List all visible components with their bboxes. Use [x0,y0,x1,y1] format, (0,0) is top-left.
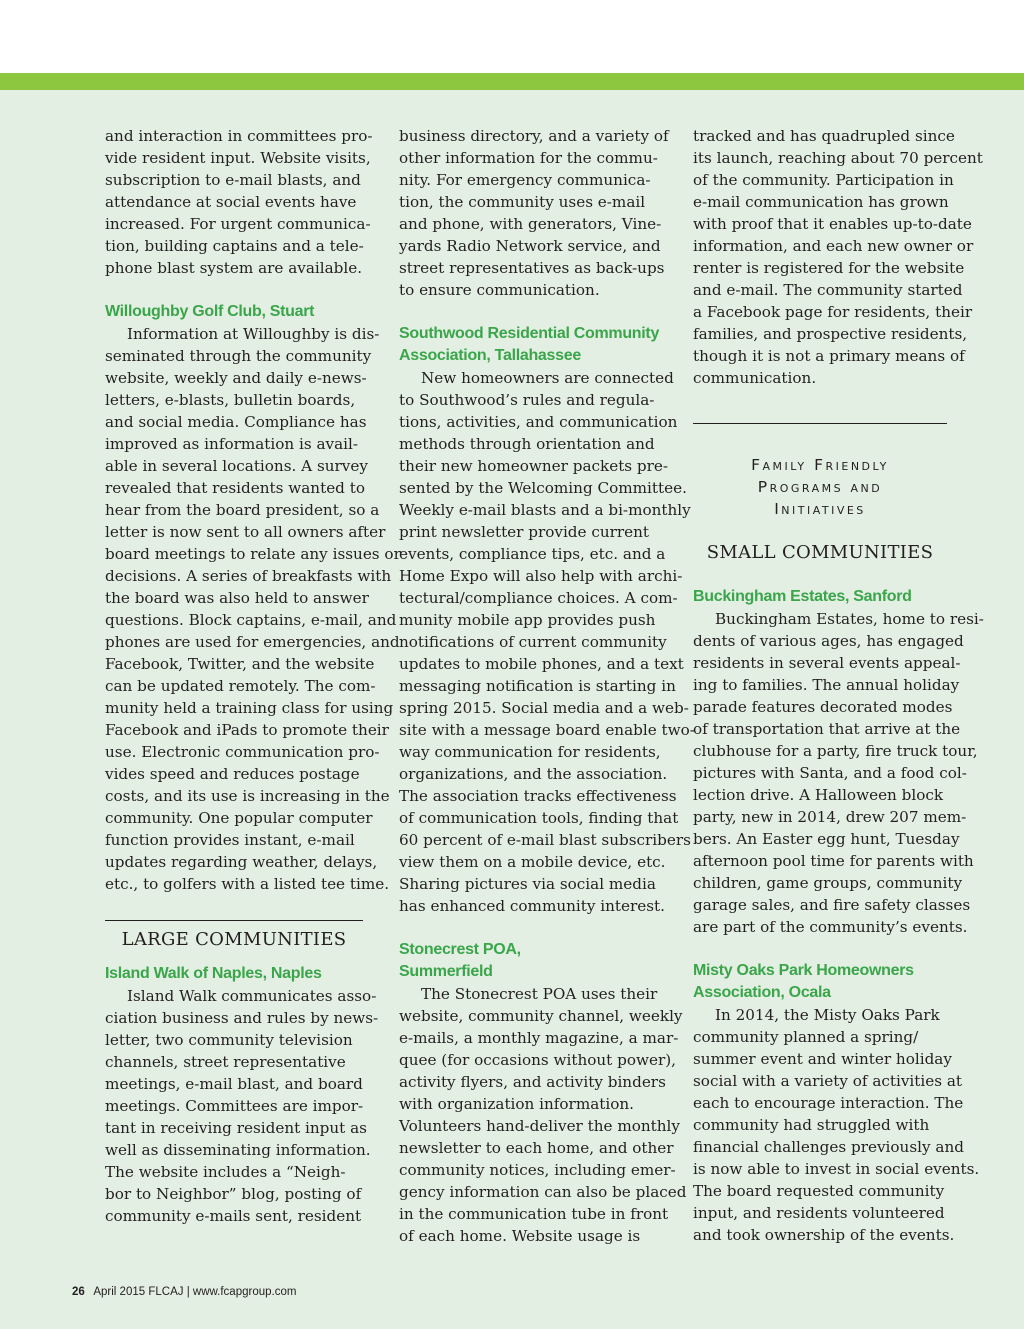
text-line: children, game groups, community [693,874,963,892]
text-line: summer event and winter holiday [693,1050,952,1068]
text-line: input, and residents volunteered [693,1204,945,1222]
page-number: 26 [72,1286,85,1298]
text-line: community had struggled with [693,1116,930,1134]
text-line: attendance at social events have [105,193,357,211]
text-line: quee (for occasions without power), [399,1051,676,1069]
text-line: site with a message board enable two- [399,721,695,739]
text-line: is now able to invest in social events. [693,1160,980,1178]
section-title-stonecrest-line1: Stonecrest POA, [399,941,521,958]
text-line: website, community channel, weekly [399,1007,683,1025]
column-1 [105,125,401,1227]
text-line: phone blast system are available. [105,259,363,277]
text-line: organizations, and the association. [399,765,668,783]
text-line: party, new in 2014, drew 207 mem- [693,808,967,826]
island-walk-paragraph [105,985,379,1227]
text-line: newsletter to each home, and other [399,1139,674,1157]
text-line: and phone, with generators, Vine- [399,215,662,233]
text-line: social with a variety of activities at [693,1072,963,1090]
text-line: tant in receiving resident input as [105,1119,367,1137]
column-2 [399,125,695,1247]
text-line: bers. An Easter egg hunt, Tuesday [693,830,960,848]
text-line: improved as information is avail- [105,435,359,453]
text-line: Buckingham Estates, home to resi- [715,610,984,628]
text-line: has enhanced community interest. [399,897,665,915]
section-title-willoughby: Willoughby Golf Club, Stuart [105,303,315,320]
text-line: notifications of current community [399,633,667,651]
willoughby-paragraph [105,323,401,895]
text-line: afternoon pool time for parents with [693,852,974,870]
text-line: subscription to e-mail blasts, and [105,171,361,189]
text-line: The association tracks effectiveness [399,787,677,805]
text-line: clubhouse for a party, fire truck tour, [693,742,978,760]
text-line: information, and each new owner or [693,237,974,255]
text-line: Island Walk communicates asso- [127,987,377,1005]
page-footer [72,1286,296,1298]
text-line: vides speed and reduces postage [105,765,360,783]
continued-paragraph [399,125,669,301]
text-line: tion, the community uses e-mail [399,193,646,211]
text-line: Information at Willoughby is dis- [127,325,380,343]
text-line: In 2014, the Misty Oaks Park [715,1006,940,1024]
text-line: well as disseminating information. [105,1141,371,1159]
text-line: questions. Block captains, e-mail, and [105,611,397,629]
text-line: and interaction in committees pro- [105,127,373,145]
text-line: parade features decorated modes [693,698,953,716]
text-line: tions, activities, and communication [399,413,678,431]
issue-label: April 2015 FLCAJ [93,1286,184,1298]
stonecrest-paragraph [399,983,687,1247]
text-line: community. One popular computer [105,809,373,827]
text-line: tion, building captains and a tele- [105,237,364,255]
text-line: residents in several events appeal- [693,654,961,672]
text-line: view them on a mobile device, etc. [399,853,666,871]
text-line: tectural/compliance choices. A com- [399,589,678,607]
text-line: etc., to golfers with a listed tee time. [105,875,390,893]
text-line: Sharing pictures via social media [399,875,656,893]
text-line: and took ownership of the events. [693,1226,955,1244]
text-line: can be updated remotely. The com- [105,677,376,695]
section-title-southwood-line1: Southwood Residential Community [399,325,660,342]
header-color-band [0,73,1024,90]
small-communities-heading: SMALL COMMUNITIES [706,542,934,563]
family-friendly-heading-line3: Initiatives [774,500,866,518]
southwood-paragraph [399,367,695,917]
text-line: letter, two community television [105,1031,353,1049]
text-line: costs, and its use is increasing in the [105,787,390,805]
website-link[interactable]: www.fcapgroup.com [192,1286,297,1298]
text-line: their new homeowner packets pre- [399,457,669,475]
page-top-margin [0,0,1024,73]
text-line: dents of various ages, has engaged [693,632,964,650]
text-line: the board was also held to answer [105,589,369,607]
section-title-misty-oaks-line2: Association, Ocala [693,984,831,1001]
text-line: its launch, reaching about 70 percent [693,149,983,167]
text-line: community notices, including emer- [399,1161,676,1179]
text-line: board meetings to relate any issues or [105,545,401,563]
text-line: print newsletter provide current [399,523,650,541]
section-title-stonecrest-line2: Summerfield [399,963,493,980]
text-line: business directory, and a variety of [399,127,669,145]
text-line: spring 2015. Social media and a web- [399,699,689,717]
text-line: pictures with Santa, and a food col- [693,764,967,782]
text-line: Weekly e-mail blasts and a bi-monthly [399,501,691,519]
section-title-southwood-line2: Association, Tallahassee [399,347,581,364]
family-friendly-heading-line2: Programs and [757,478,883,496]
text-line: renter is registered for the website [693,259,965,277]
text-line: nity. For emergency communica- [399,171,651,189]
text-line: other information for the commu- [399,149,658,167]
buckingham-paragraph [693,608,984,938]
text-line: letters, e-blasts, bulletin boards, [105,391,356,409]
text-line: messaging notification is starting in [399,677,676,695]
continued-paragraph [693,125,983,389]
text-line: bor to Neighbor” blog, posting of [105,1185,362,1203]
text-line: New homeowners are connected [421,369,674,387]
text-line: way communication for residents, [399,743,661,761]
text-line: methods through orientation and [399,435,655,453]
text-line: activity flyers, and activity binders [399,1073,666,1091]
text-line: ing to families. The annual holiday [693,676,960,694]
text-line: lection drive. A Halloween block [693,786,944,804]
text-line: though it is not a primary means of [693,347,965,365]
text-line: and social media. Compliance has [105,413,367,431]
text-line: garage sales, and fire safety classes [693,896,971,914]
misty-oaks-paragraph [693,1004,980,1246]
text-line: The Stonecrest POA uses their [421,985,658,1003]
section-title-misty-oaks-line1: Misty Oaks Park Homeowners [693,962,914,979]
text-line: tracked and has quadrupled since [693,127,955,145]
text-line: hear from the board president, so a [105,501,380,519]
text-line: phones are used for emergencies, and [105,633,400,651]
text-line: meetings. Committees are impor- [105,1097,364,1115]
section-title-buckingham: Buckingham Estates, Sanford [693,588,912,605]
text-line: increased. For urgent communica- [105,215,371,233]
text-line: each to encourage interaction. The [693,1094,964,1112]
text-line: to Southwood’s rules and regula- [399,391,655,409]
text-line: with organization information. [399,1095,634,1113]
text-line: Home Expo will also help with archi- [399,567,683,585]
footer-separator: | [186,1286,190,1298]
text-line: able in several locations. A survey [105,457,368,475]
text-line: Facebook and iPads to promote their [105,721,389,739]
text-line: gency information can also be placed [399,1183,687,1201]
text-line: channels, street representative [105,1053,346,1071]
text-line: The board requested community [693,1182,945,1200]
text-line: families, and prospective residents, [693,325,968,343]
text-line: community planned a spring/ [693,1028,919,1046]
text-line: letter is now sent to all owners after [105,523,386,541]
text-line: communication. [693,369,817,387]
text-line: function provides instant, e-mail [105,831,355,849]
text-line: munity held a training class for using [105,699,394,717]
family-friendly-heading-line1: Family Friendly [751,456,889,474]
text-line: 60 percent of e-mail blast subscribers [399,831,691,849]
text-line: community e-mails sent, resident [105,1207,362,1225]
large-communities-heading: LARGE COMMUNITIES [121,929,347,950]
text-line: of the community. Participation in [693,171,954,189]
section-title-island-walk: Island Walk of Naples, Naples [105,965,322,982]
text-line: Volunteers hand-deliver the monthly [399,1117,680,1135]
text-line: sented by the Welcoming Committee. [399,479,687,497]
text-line: in the communication tube in front [399,1205,669,1223]
text-line: vide resident input. Website visits, [105,149,371,167]
text-line: of each home. Website usage is [399,1227,641,1245]
continued-paragraph [105,125,373,279]
text-line: of communication tools, finding that [399,809,679,827]
text-line: website, weekly and daily e-news- [105,369,367,387]
text-line: Facebook, Twitter, and the website [105,655,375,673]
text-line: with proof that it enables up-to-date [693,215,972,233]
text-line: e-mails, a monthly magazine, a mar- [399,1029,679,1047]
text-line: yards Radio Network service, and [399,237,661,255]
text-line: are part of the community’s events. [693,918,968,936]
text-line: seminated through the community [105,347,372,365]
text-line: and e-mail. The community started [693,281,963,299]
text-line: financial challenges previously and [693,1138,964,1156]
text-line: of transportation that arrive at the [693,720,961,738]
text-line: a Facebook page for residents, their [693,303,973,321]
text-line: meetings, e-mail blast, and board [105,1075,363,1093]
text-line: street representatives as back-ups [399,259,665,277]
text-line: e-mail communication has grown [693,193,949,211]
text-line: munity mobile app provides push [399,611,656,629]
text-line: updates to mobile phones, and a text [399,655,684,673]
column-3 [693,125,984,1246]
text-line: to ensure communication. [399,281,600,299]
text-line: The website includes a “Neigh- [105,1163,346,1181]
text-line: events, compliance tips, etc. and a [399,545,666,563]
text-line: ciation business and rules by news- [105,1009,379,1027]
text-line: decisions. A series of breakfasts with [105,567,392,585]
text-line: updates regarding weather, delays, [105,853,378,871]
text-line: revealed that residents wanted to [105,479,365,497]
text-line: use. Electronic communication pro- [105,743,380,761]
